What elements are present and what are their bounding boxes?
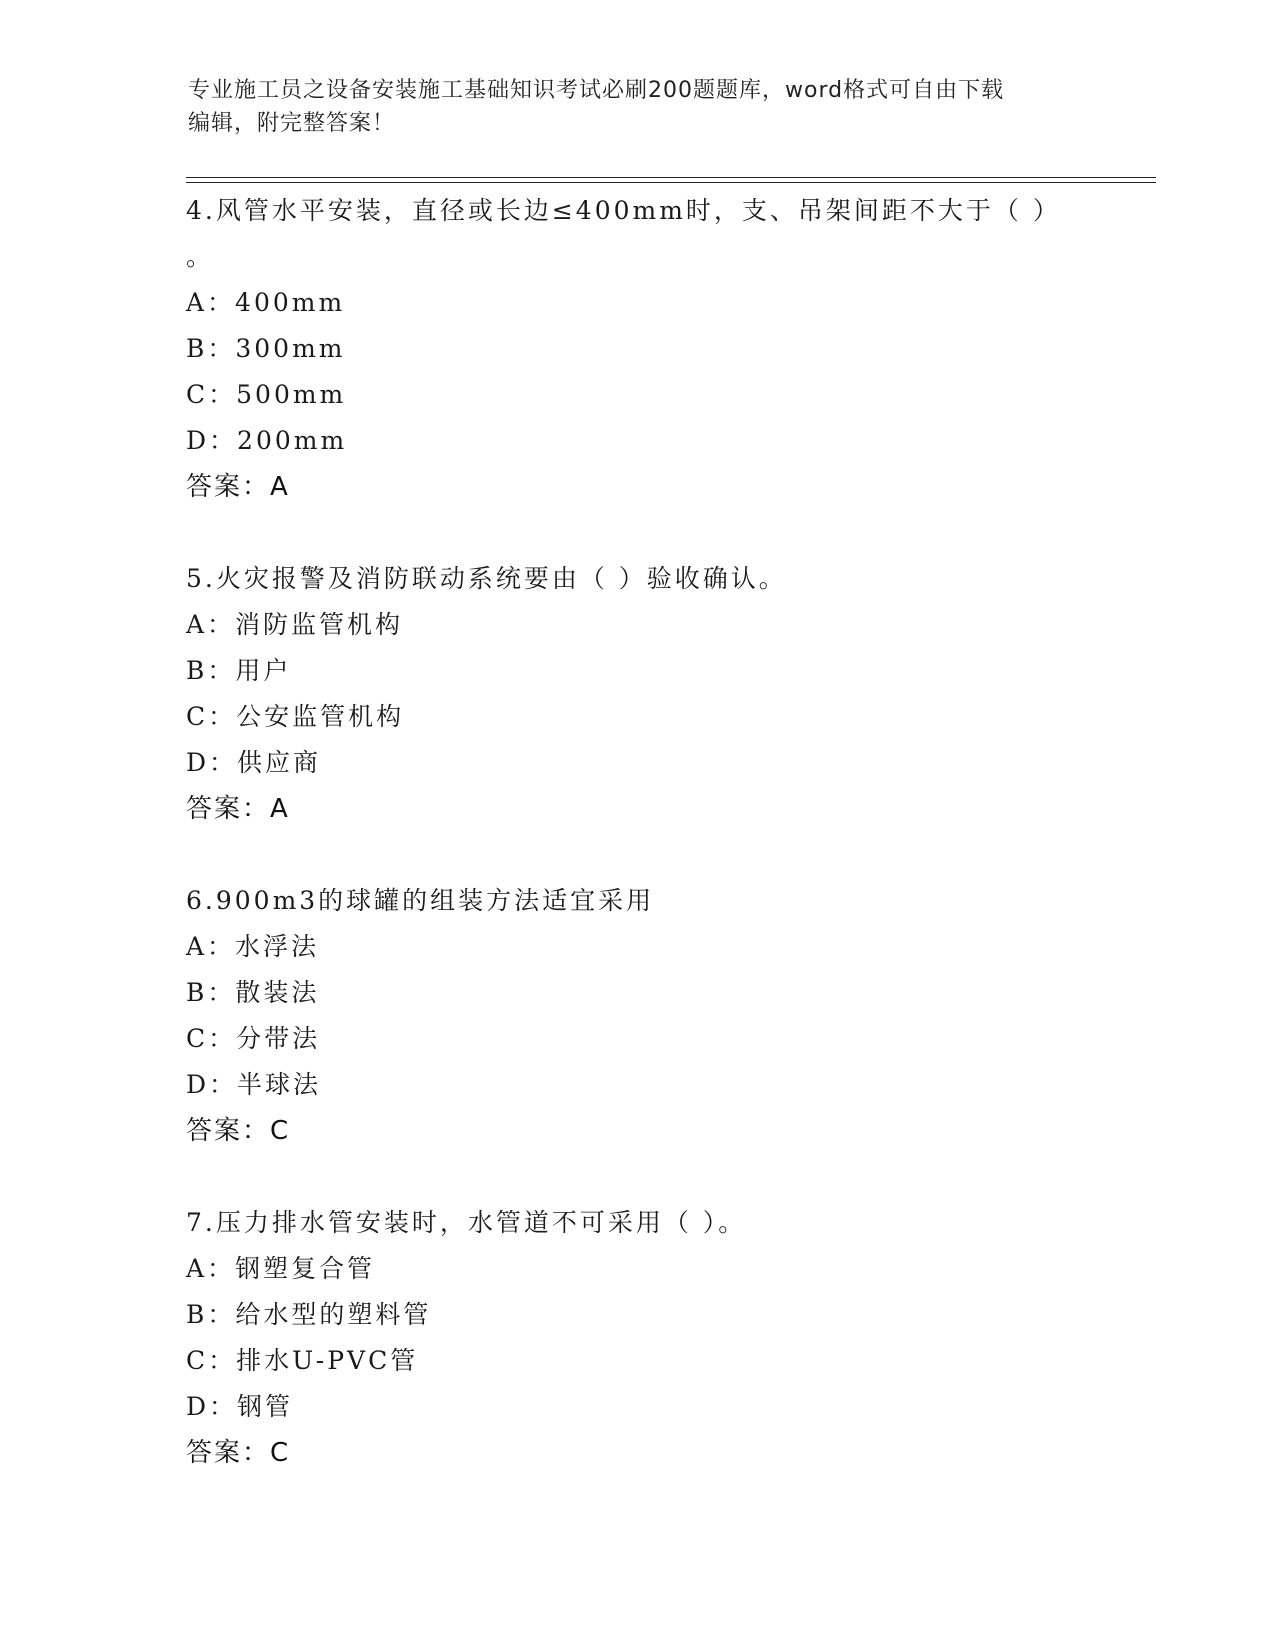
option-d: D：半球法 [186,1070,322,1099]
question-stem-continuation: 。 [186,242,215,271]
option-b: B：用户 [186,656,292,685]
option-c: C：公安监管机构 [186,702,405,731]
question-5 [186,556,1146,832]
question-stem: 7.压力排水管安装时，水管道不可采用（ ）。 [186,1208,747,1237]
option-c: C：500mm [186,380,347,409]
question-spacer [186,1154,1146,1200]
option-d: D：供应商 [186,748,322,777]
question-7 [186,1200,1146,1476]
document-header [188,74,1088,140]
header-line-2: 编辑，附完整答案！ [188,111,396,136]
question-stem: 5.火灾报警及消防联动系统要由（ ）验收确认。 [186,564,787,593]
option-c: C：分带法 [186,1024,321,1053]
option-b: B：给水型的塑料管 [186,1300,432,1329]
question-list [186,188,1146,1476]
answer: 答案：C [186,1438,291,1468]
option-b: B：散装法 [186,978,320,1007]
option-d: D：200mm [186,426,348,455]
question-4 [186,188,1146,510]
option-b: B：300mm [186,334,346,363]
question-spacer [186,510,1146,556]
option-a: A：消防监管机构 [186,610,404,639]
question-stem: 4.风管水平安装，直径或长边≤400mm时，支、吊架间距不大于（ ） [186,196,1061,225]
option-a: A：钢塑复合管 [186,1254,376,1283]
header-divider-top [186,177,1156,178]
option-a: A：400mm [186,288,346,317]
option-c: C：排水U-PVC管 [186,1346,419,1375]
question-6 [186,878,1146,1154]
question-stem: 6.900m3的球罐的组装方法适宜采用 [186,886,655,915]
header-line-1: 专业施工员之设备安装施工基础知识考试必刷200题题库，word格式可自由下载 [188,78,1005,103]
option-d: D：钢管 [186,1392,294,1421]
header-divider-bottom [186,182,1156,183]
answer: 答案：A [186,794,290,824]
answer: 答案：A [186,472,290,502]
question-spacer [186,832,1146,878]
option-a: A：水浮法 [186,932,320,961]
answer: 答案：C [186,1116,291,1146]
